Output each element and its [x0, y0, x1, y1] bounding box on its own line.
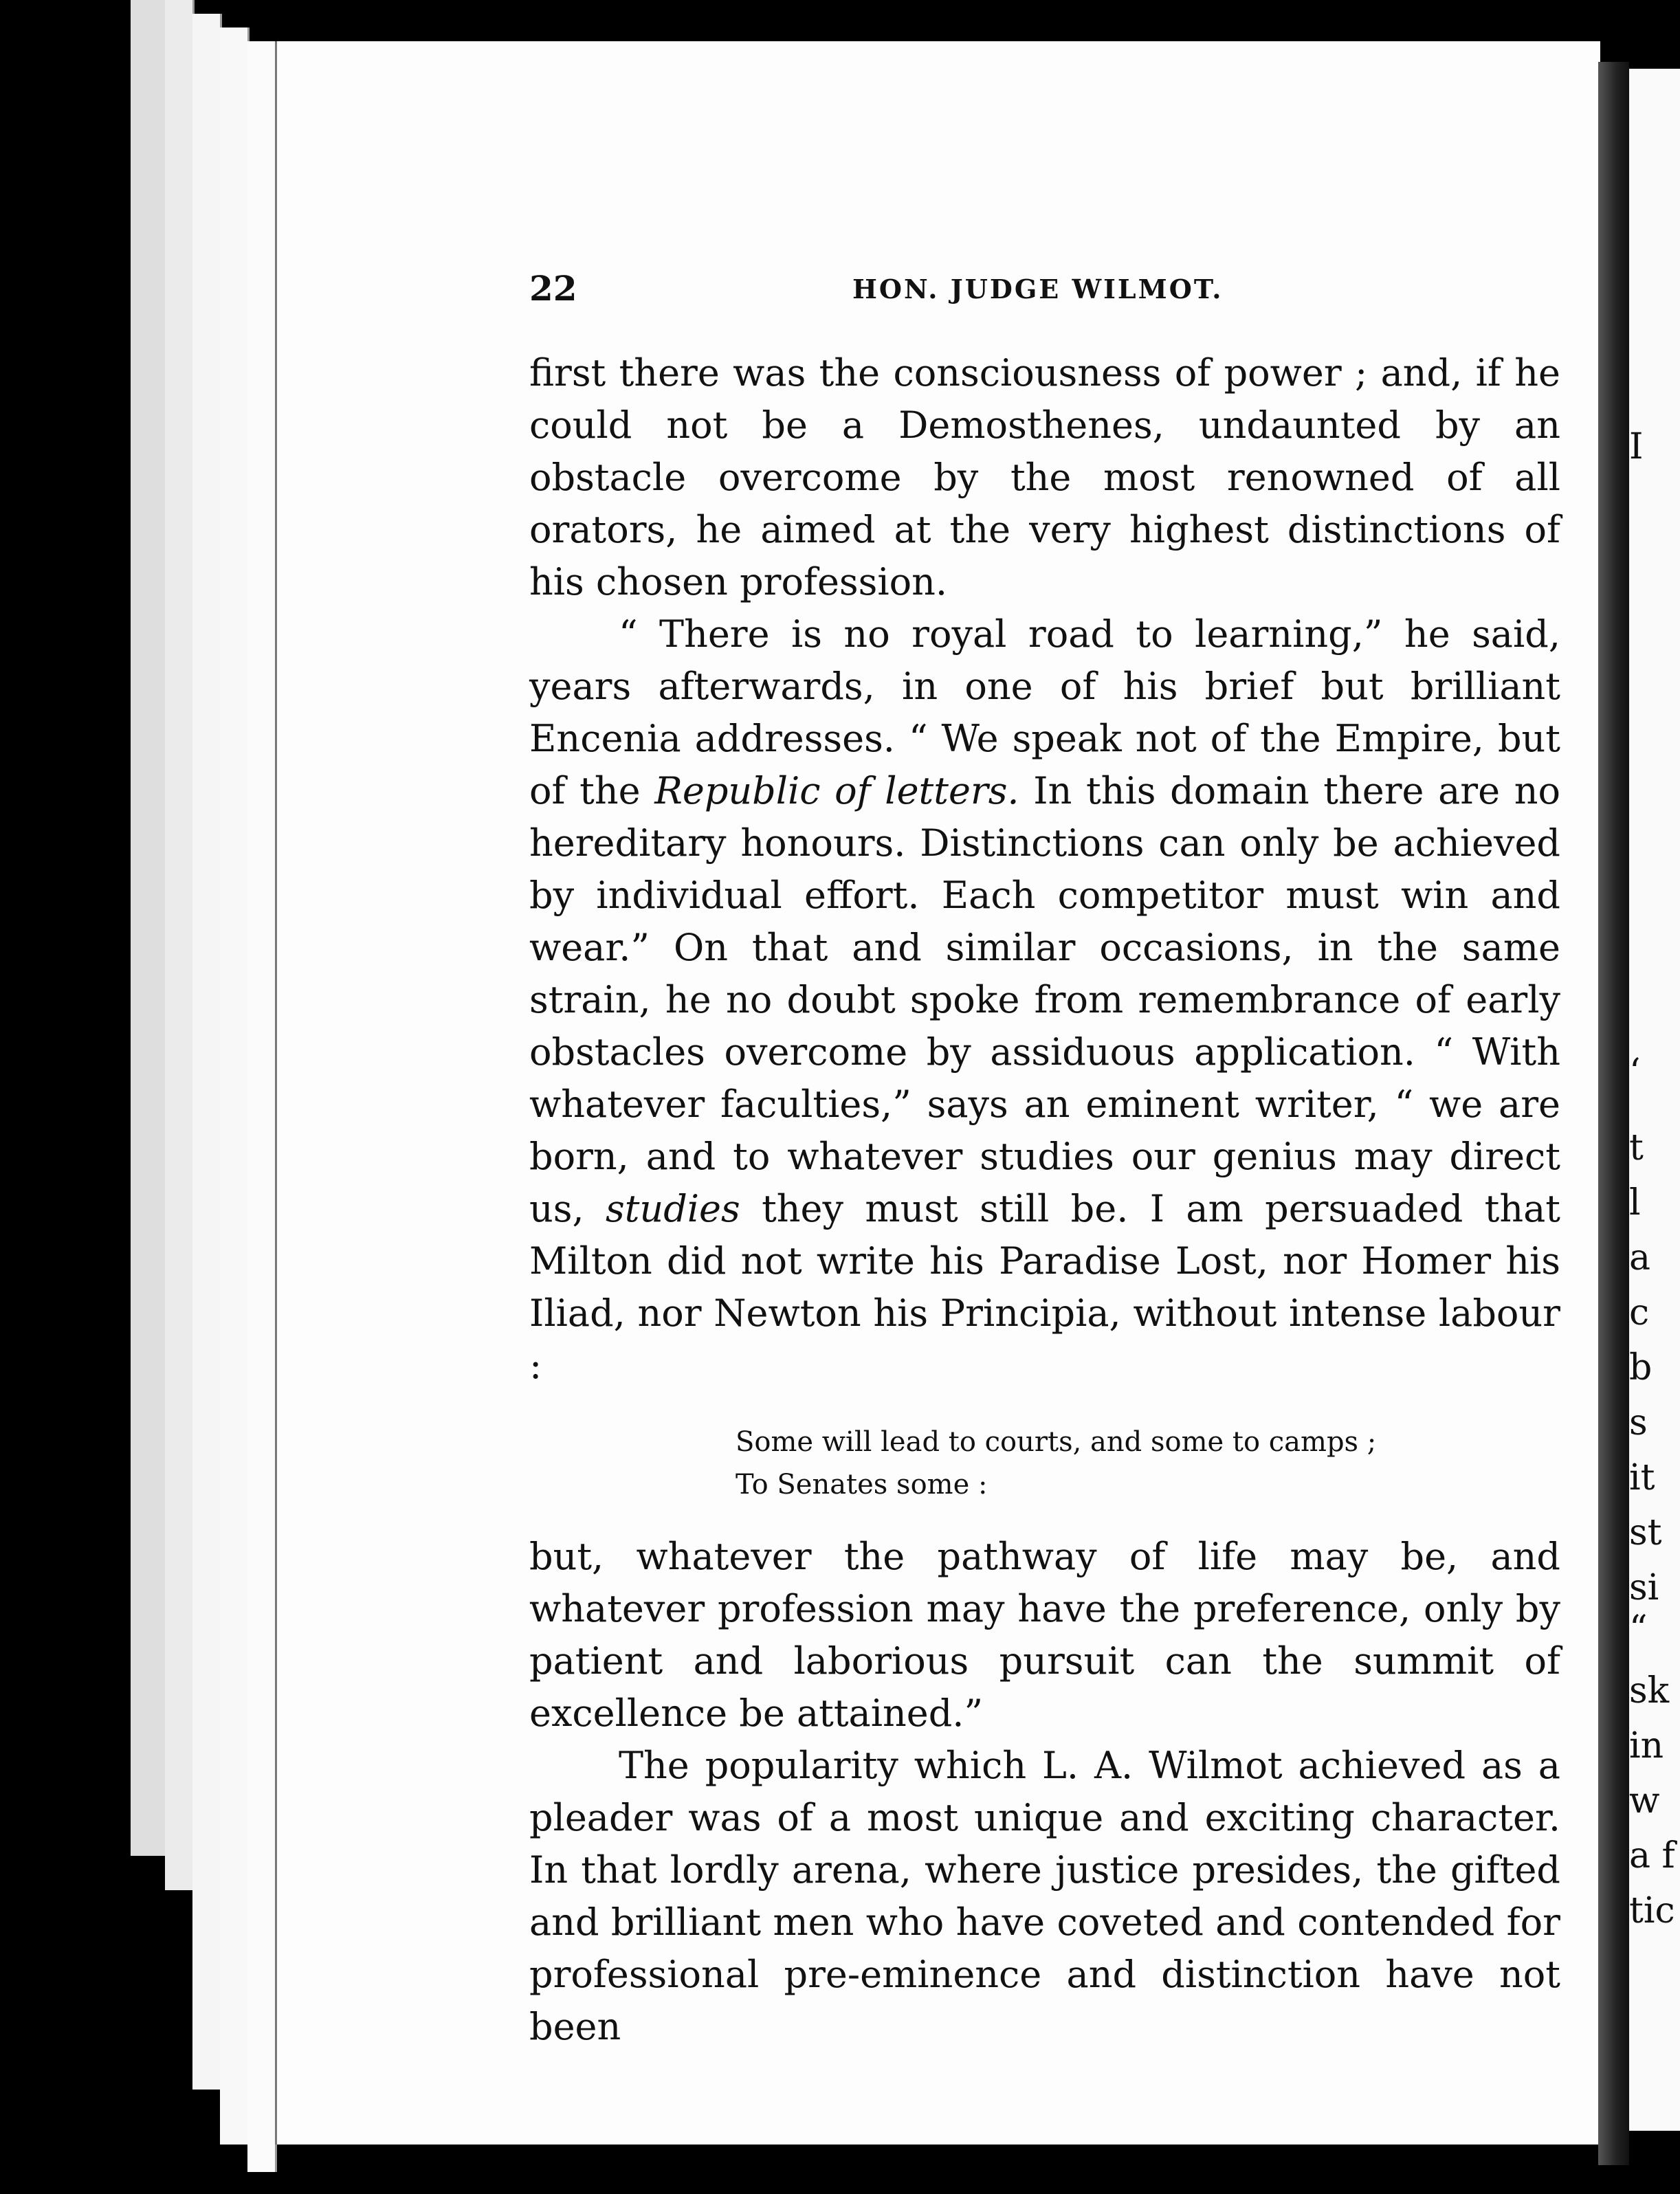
page-header	[529, 268, 1244, 316]
book-gutter	[1598, 62, 1629, 2165]
page-edge	[220, 27, 250, 2145]
facing-text: I	[1629, 426, 1644, 467]
facing-text: tic	[1629, 1890, 1675, 1931]
page-edge	[131, 0, 167, 1856]
facing-text: si	[1629, 1567, 1659, 1608]
verse-line: Some will lead to courts, and some to camps ;	[736, 1426, 1377, 1458]
facing-text: l	[1629, 1182, 1641, 1223]
facing-text: a	[1629, 1237, 1651, 1278]
page-edge	[192, 14, 222, 2090]
verse-line: To Senates some :	[736, 1469, 988, 1500]
facing-text: c	[1629, 1292, 1650, 1333]
facing-text: “	[1629, 1608, 1648, 1650]
text-run: they must still be. I am persuaded that Milton did not write his Paradise Lost, nor Homer his Iliad, nor Newton his Principia, without intense labour :	[529, 1187, 1560, 1387]
italic-text: studies	[606, 1187, 740, 1230]
verse-quotation	[736, 1421, 1560, 1506]
facing-text: in	[1629, 1725, 1664, 1766]
page-edge	[247, 41, 277, 2172]
facing-text: it	[1629, 1457, 1655, 1498]
page-edge	[165, 0, 195, 1890]
facing-text: b	[1629, 1347, 1653, 1388]
paragraph: but, whatever the pathway of life may be, and whatever profession may have the preference, only by patient and laborious pursuit can the summit of excellence be attained.”	[529, 1535, 1560, 1735]
text-run: “ There is no royal road to learning,” he said, years afterwards, in one of his brief but brilliant Encenia addresses. “ We speak not of the Empire, but of the	[529, 612, 1560, 812]
body-text	[529, 347, 1560, 2053]
facing-text: w	[1629, 1780, 1660, 1821]
facing-text: a f	[1629, 1835, 1675, 1876]
paragraph	[529, 608, 1560, 1392]
page-number: 22	[529, 268, 577, 309]
facing-page-fragment	[1629, 69, 1680, 2131]
paragraph: first there was the consciousness of power ; and, if he could not be a Demosthenes, undaunted by an obstacle overcome by the most renowned of all orators, he aimed at the very highest distinctions of his chosen profession.	[529, 351, 1560, 603]
italic-text: Republic of letters.	[654, 769, 1019, 812]
paragraph: The popularity which L. A. Wilmot achieved as a pleader was of a most unique and exciting character. In that lordly arena, where justice presides, the gifted and brilliant men who have coveted and contended for professional pre-eminence and distinction have not been	[529, 1744, 1560, 2048]
facing-text: ‘	[1629, 1052, 1641, 1093]
facing-text: sk	[1629, 1670, 1670, 1711]
text-run: In this domain there are no hereditary honours. Distinctions can only be achieved by individual effort. Each competitor must win and wear.” On that and similar occasions, in the same strain, he no doubt spoke from remembrance of early obstacles overcome by assiduous application. “ With whatever faculties,” says an eminent writer, “ we are born, and to whatever studies our genius may direct us,	[529, 769, 1560, 1230]
running-head: HON. JUDGE WILMOT.	[852, 274, 1224, 304]
facing-text: st	[1629, 1512, 1662, 1553]
facing-text: s	[1629, 1402, 1648, 1443]
facing-text: t	[1629, 1127, 1644, 1168]
